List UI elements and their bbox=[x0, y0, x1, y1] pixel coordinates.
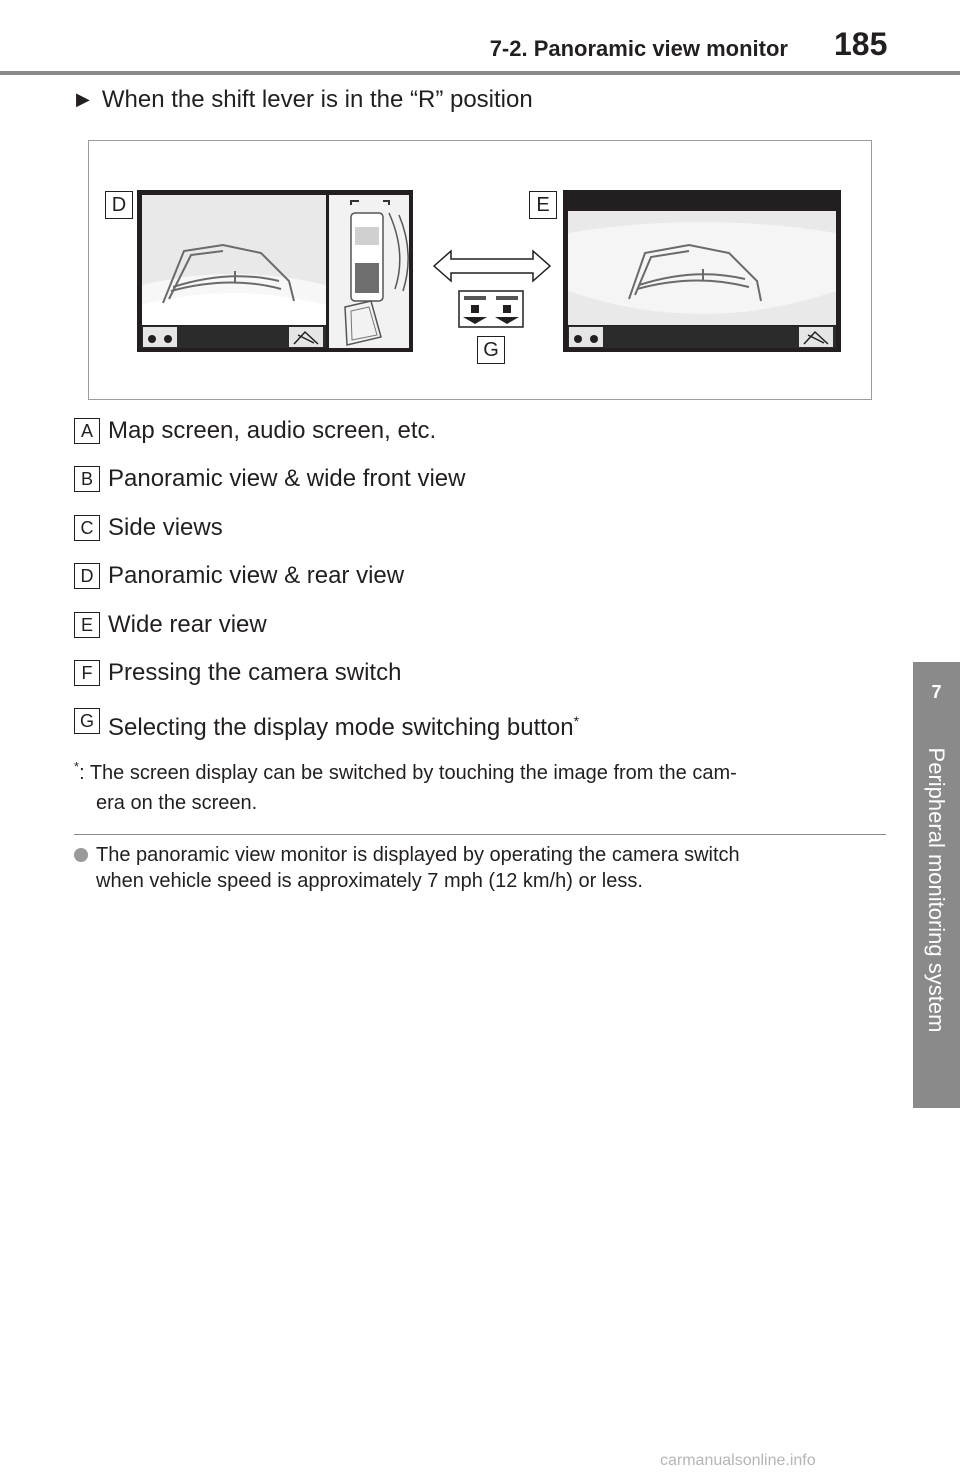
chapter-number: 7 bbox=[931, 682, 942, 702]
legend-text: Panoramic view & rear view bbox=[108, 562, 405, 589]
display-mode-button-icon bbox=[459, 291, 523, 327]
legend-text: Map screen, audio screen, etc. bbox=[108, 417, 437, 444]
footnote-marker: * bbox=[573, 713, 580, 729]
triangle-bullet-icon: ▶ bbox=[76, 89, 90, 109]
legend-key: D bbox=[74, 563, 100, 589]
legend-key: B bbox=[74, 466, 100, 492]
label-d: D bbox=[105, 191, 133, 219]
note-line-2: when vehicle speed is approximately 7 mph (12 km/h) or less. bbox=[96, 870, 643, 892]
bullet-dot-icon bbox=[74, 848, 88, 862]
legend-key: F bbox=[74, 660, 100, 686]
intro-text: When the shift lever is in the “R” position bbox=[101, 86, 533, 113]
legend-text: Panoramic view & wide front view bbox=[108, 465, 466, 492]
legend-key: G bbox=[74, 708, 100, 734]
legend-key: E bbox=[74, 612, 100, 638]
label-g: G bbox=[477, 336, 505, 364]
header-rule bbox=[0, 71, 960, 75]
note-line-1: The panoramic view monitor is displayed by operating the camera switch bbox=[96, 844, 740, 866]
chapter-title: Peripheral monitoring system bbox=[924, 747, 949, 1033]
legend-text: Pressing the camera switch bbox=[108, 659, 402, 686]
legend-text: Side views bbox=[108, 514, 223, 541]
legend-key: A bbox=[74, 418, 100, 444]
legend-text: Wide rear view bbox=[108, 611, 267, 638]
page-number: 185 bbox=[834, 26, 888, 62]
panoramic-rear-screen bbox=[137, 190, 413, 352]
label-e: E bbox=[529, 191, 557, 219]
legend-text-content: Selecting the display mode switching button bbox=[108, 714, 574, 741]
section-title: 7-2. Panoramic view monitor bbox=[489, 36, 788, 61]
footnote bbox=[74, 752, 884, 818]
footnote-line-1: : The screen display can be switched by touching the image from the cam- bbox=[79, 762, 737, 784]
footnote-line-2: era on the screen. bbox=[96, 792, 258, 814]
watermark: carmanualsonline.info bbox=[660, 1452, 816, 1469]
legend-key: C bbox=[74, 515, 100, 541]
wide-rear-screen bbox=[563, 190, 841, 352]
footnote-star: * bbox=[74, 759, 80, 774]
info-note bbox=[74, 842, 884, 894]
section-divider bbox=[74, 834, 886, 835]
legend-text bbox=[108, 705, 579, 744]
intro-line bbox=[76, 86, 533, 114]
screen-illustration bbox=[88, 140, 872, 400]
switch-arrow-icon bbox=[434, 251, 550, 281]
